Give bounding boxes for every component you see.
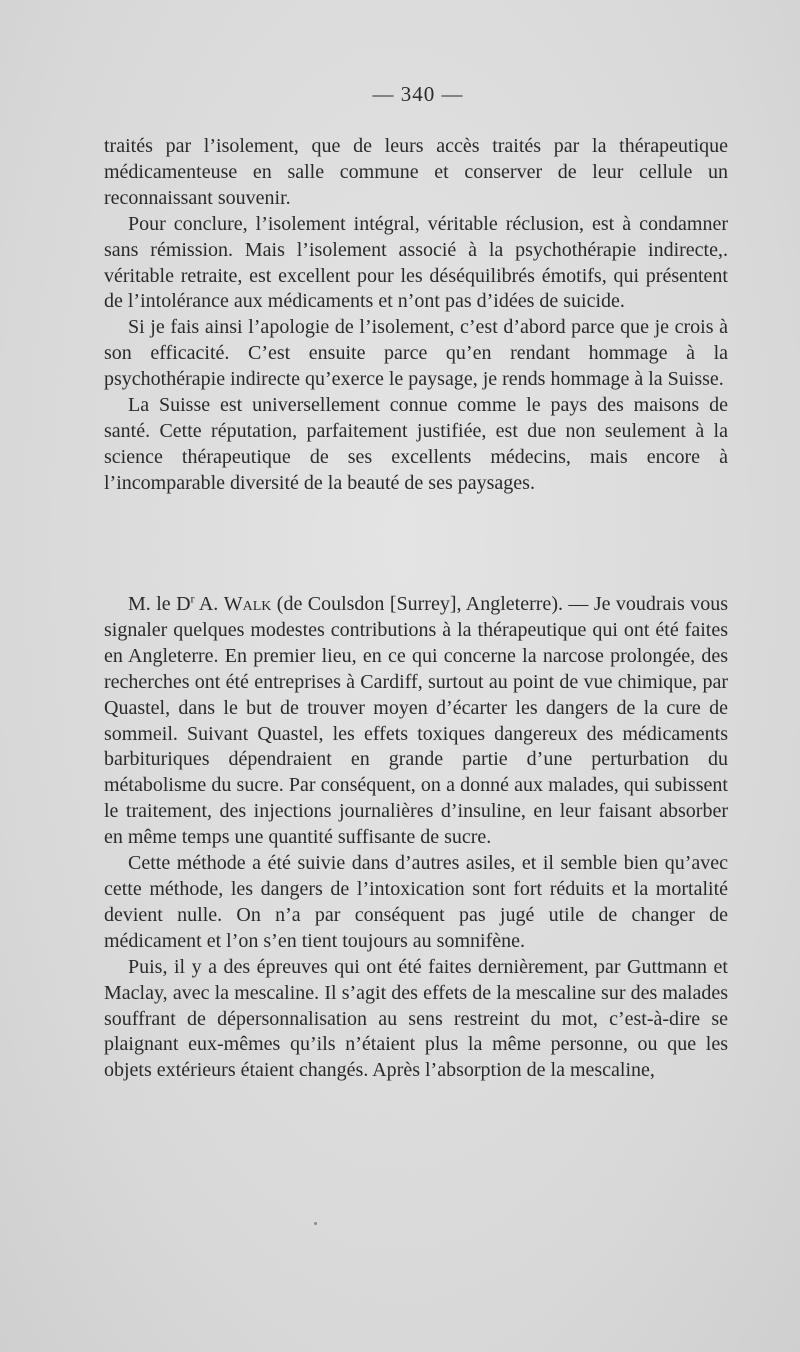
paragraph: traités par l’isolement, que de leurs accès traités par la thérapeutique médicamenteuse en salle commune et conserver de leur cellule un reconnaissant souvenir. [104,135,728,209]
speaker-paragraph [104,592,728,851]
text-block-bottom [104,592,728,1084]
speaker-title-sup: r [190,591,195,606]
paragraph: Si je fais ainsi l’apologie de l’isolement, c’est d’abord parce que je crois à son efficacité. C’est ensuite parce qu’en rendant hommage à la psychothérapie indirecte qu’exerce le paysage, je rends hommage à la Suisse. [104,316,728,391]
paper-speck [314,1222,317,1225]
paragraph: Cette méthode a été suivie dans d’autres asiles, et il semble bien qu’avec cette méthode, les dangers de l’intoxication sont fort réduits et la mortalité devient nulle. On n’a par conséquent pas jugé utile de changer de médicament et l’on s’en tient toujours au somnifène. [104,852,728,952]
speaker-text: (de Coulsdon [Surrey], Angleterre). — Je voudrais vous signaler quelques modestes contributions à la thérapeutique qui ont été faites en Angleterre. En premier lieu, en ce qui concerne la narcose prolongée, des recherches ont été entreprises à Cardiff, surtout au point de vue chimique, par Quastel, dans le but de trouver moyen d’écarter les dangers de la cure de sommeil. Suivant Quastel, les effets toxiques dangereux des médicaments barbituriques dépendraient en grande partie d’une perturbation du métabolisme du sucre. Par conséquent, on a donné aux malades, qui subissent le traitement, des injections journalières d’insuline, en leur faisant absorber en même temps une quantité suffisante de sucre. [104,593,728,849]
speaker-title: M. le D [128,593,191,615]
speaker-name: Walk [223,593,272,615]
text-block-top [104,134,728,497]
page-number: — 340 — [372,82,464,106]
paragraph: La Suisse est universellement connue comme le pays des maisons de santé. Cette réputation, parfaitement justifiée, est due non seulement à la science thérapeutique de ses excellents médecins, mais encore à l’incomparable diversité de la beauté de ses paysages. [104,394,728,494]
paragraph: Pour conclure, l’isolement intégral, véritable réclusion, est à condamner sans rémission. Mais l’isolement associé à la psychothérapie indirecte,. véritable retraite, est excellent pour les déséquilibrés émotifs, qui présentent de l’intolérance aux médicaments et n’ont pas d’idées de suicide. [104,212,728,313]
speaker-initial: A. [194,593,224,615]
paragraph: Puis, il y a des épreuves qui ont été faites dernièrement, par Guttmann et Maclay, avec la mescaline. Il s’agit des effets de la mescaline sur des malades souffrant de dépersonnalisation au sens restreint du mot, c’est-à-dire se plaignant eux-mêmes qu’ils n’étaient plus la même personne, ou que les objets extérieurs étaient changés. Après l’absorption de la mescaline, [104,955,728,1082]
